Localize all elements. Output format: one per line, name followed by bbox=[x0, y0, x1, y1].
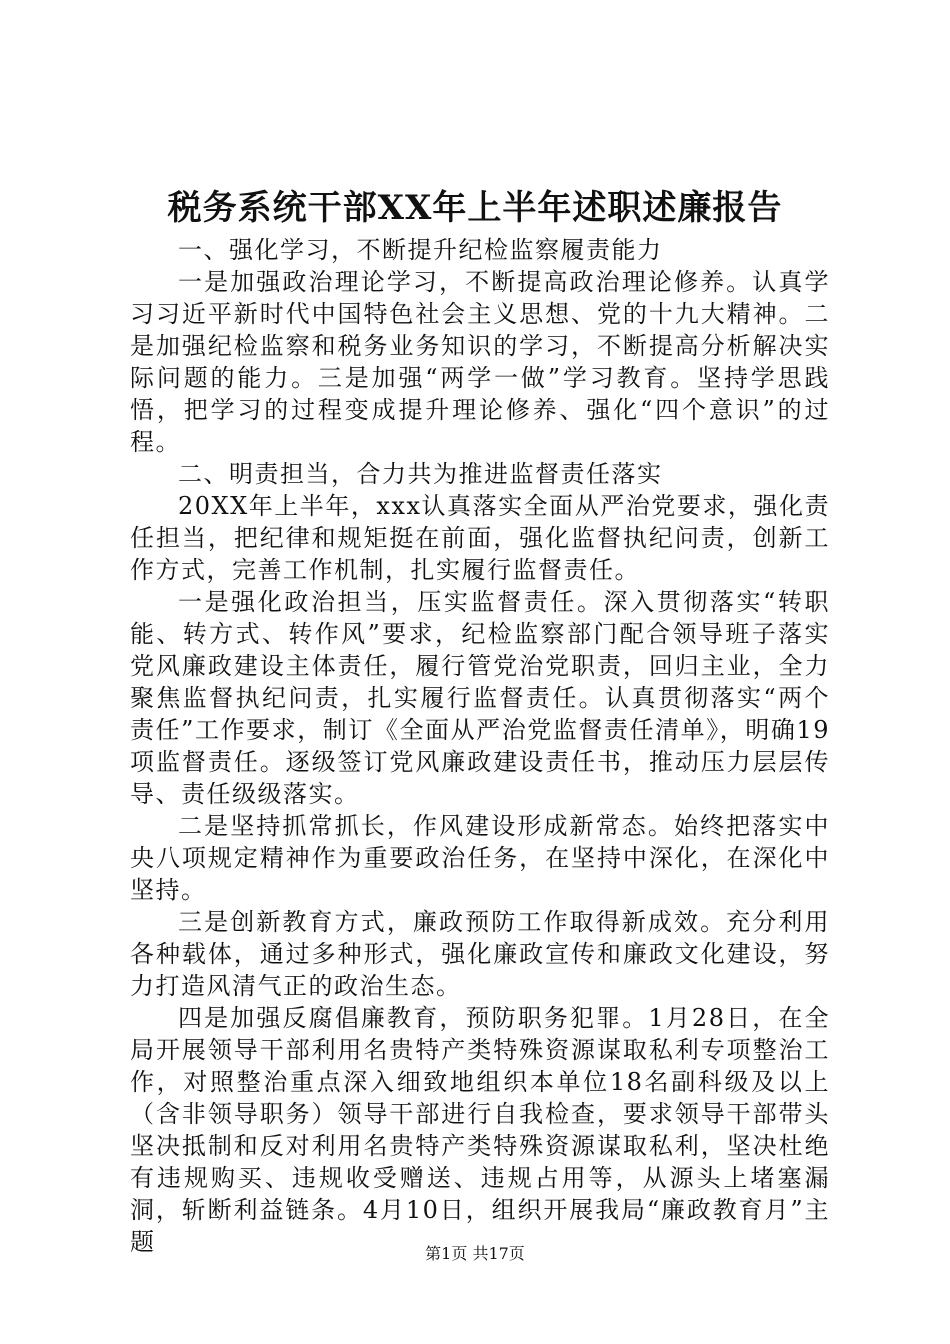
paragraph-point-4: 四是加强反腐倡廉教育，预防职务犯罪。1月28日，在全局开展领导干部利用名贵特产类特殊资源谋取私利专项整治工作，对照整治重点深入细致地组织本单位18名副科级及以上（含非领导职务）领导干部进行自我检查，要求领导干部带头坚决抵制和反对利用名贵特产类特殊资源谋取私利，坚决杜绝有违规购买、违规收受赠送、违规占用等，从源头上堵塞漏洞，斩断利益链条。4月10日，组织开展我局“廉政教育月”主题 bbox=[130, 1004, 830, 1256]
paragraph-overview: 20XX年上半年，xxx认真落实全面从严治党要求，强化责任担当，把纪律和规矩挺在前面，强化监督执纪问责，创新工作方式，完善工作机制，扎实履行监督责任。 bbox=[130, 492, 830, 584]
paragraph-point-3: 三是创新教育方式，廉政预防工作取得新成效。充分利用各种载体，通过多种形式，强化廉政宣传和廉政文化建设，努力打造风清气正的政治生态。 bbox=[130, 908, 830, 1000]
paragraph-study: 一是加强政治理论学习，不断提高政治理论修养。认真学习习近平新时代中国特色社会主义思想、党的十九大精神。二是加强纪检监察和税务业务知识的学习，不断提高分析解决实际问题的能力。三是加强“两学一做”学习教育。坚持学思践悟，把学习的过程变成提升理论修养、强化“四个意识”的过程。 bbox=[130, 268, 830, 456]
page-number: 第1页 共17页 bbox=[425, 1244, 525, 1263]
section-heading-2: 二、明责担当，合力共为推进监督责任落实 bbox=[178, 460, 663, 488]
document-title: 税务系统干部XX年上半年述职述廉报告 bbox=[167, 188, 783, 228]
paragraph-point-1: 一是强化政治担当，压实监督责任。深入贯彻落实“转职能、转方式、转作风”要求，纪检监察部门配合领导班子落实党风廉政建设主体责任，履行管党治党职责，回归主业，全力聚焦监督执纪问责，扎实履行监督责任。认真贯彻落实“两个责任”工作要求，制订《全面从严治党监督责任清单》，明确19项监督责任。逐级签订党风廉政建设责任书，推动压力层层传导、责任级级落实。 bbox=[130, 588, 830, 808]
document-body bbox=[130, 234, 830, 1258]
paragraph-point-2: 二是坚持抓常抓长，作风建设形成新常态。始终把落实中央八项规定精神作为重要政治任务，在坚持中深化，在深化中坚持。 bbox=[130, 812, 830, 904]
section-heading-1: 一、强化学习，不断提升纪检监察履责能力 bbox=[178, 236, 663, 264]
